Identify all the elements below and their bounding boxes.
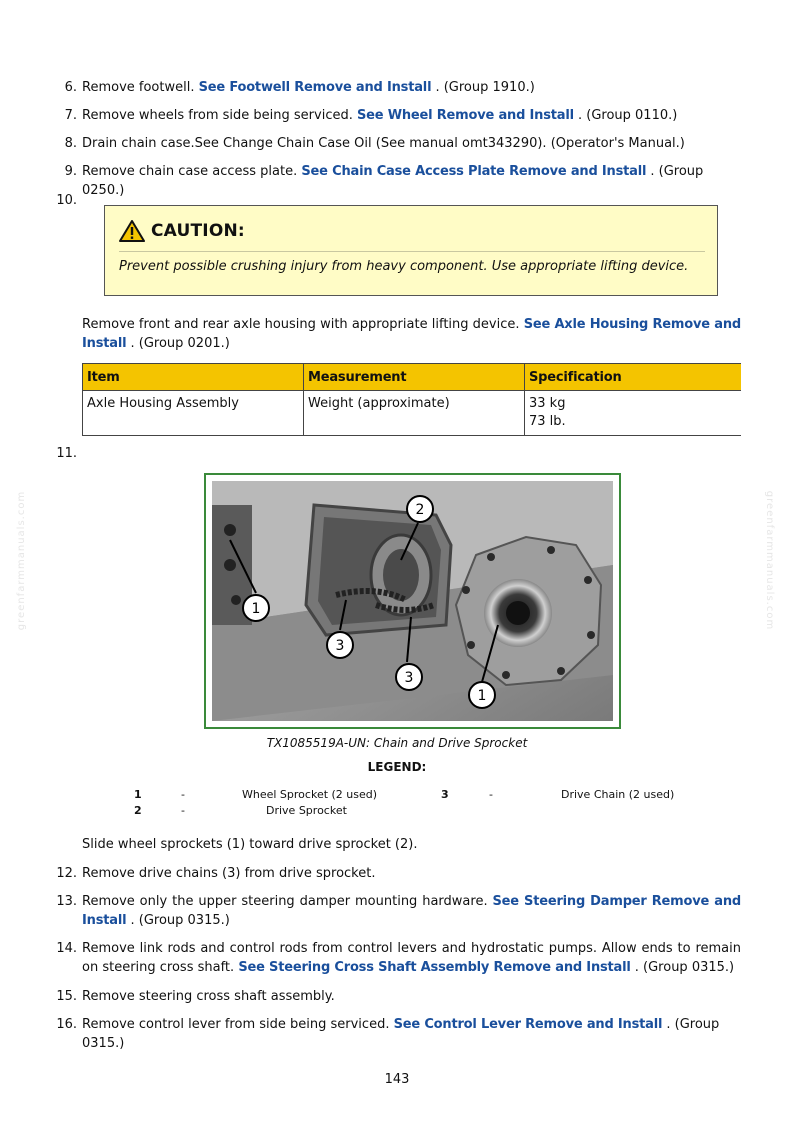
- legend-dash: -: [181, 788, 185, 801]
- step-10-text: [55, 315, 741, 353]
- step-16: [55, 1015, 741, 1053]
- step-13: [55, 892, 741, 930]
- watermark-left: greenfarmmanuals.com: [16, 490, 28, 631]
- figure-caption: TX1085519A-UN: Chain and Drive Sprocket: [266, 736, 528, 750]
- spec-table-header: [83, 364, 742, 391]
- step-14: [55, 939, 741, 977]
- steering-cross-shaft-link[interactable]: See Steering Cross Shaft Assembly Remove and Install: [238, 960, 631, 975]
- callout-1-right: [469, 682, 495, 708]
- callout-3-left: [327, 632, 353, 658]
- col-header-measurement: Measurement: [304, 364, 525, 391]
- control-lever-link[interactable]: See Control Lever Remove and Install: [393, 1017, 663, 1032]
- step-text: Remove steering cross shaft assembly.: [82, 989, 335, 1004]
- callout-1-left: [243, 595, 269, 621]
- step-number: 10.: [56, 193, 77, 208]
- callout-2: [407, 496, 433, 522]
- step-number: 15.: [56, 989, 77, 1004]
- wheel-link[interactable]: See Wheel Remove and Install: [357, 108, 574, 123]
- step-8: [55, 134, 741, 153]
- cell-specification: [525, 391, 742, 436]
- group-ref: . (Group 0315.): [82, 1017, 720, 1051]
- caution-divider: [119, 251, 705, 252]
- page-number: 143: [384, 1072, 410, 1087]
- step-number: 14.: [56, 941, 77, 956]
- svg-text:3: 3: [404, 670, 414, 686]
- legend-number: 3: [441, 788, 449, 801]
- cell-item: Axle Housing Assembly: [83, 391, 304, 436]
- step-number: 13.: [56, 894, 77, 909]
- caution-text: Prevent possible crushing injury from heavy component. Use appropriate lifting device.: [119, 259, 689, 274]
- group-ref: . (Group 1910.): [431, 80, 535, 95]
- cell-measurement: Weight (approximate): [304, 391, 525, 436]
- watermark-right: greenfarmmanuals.com: [764, 490, 776, 631]
- svg-text:1: 1: [477, 688, 487, 704]
- step-number: 16.: [56, 1017, 77, 1032]
- warning-triangle-icon: [119, 219, 145, 243]
- legend-number: 2: [134, 804, 142, 817]
- step-6: [55, 78, 741, 97]
- svg-text:3: 3: [335, 638, 345, 654]
- step-12: [55, 864, 741, 883]
- callout-3-right: [396, 664, 422, 690]
- step-number: 8.: [64, 136, 77, 151]
- step-text: Remove wheels from side being serviced.: [82, 108, 357, 123]
- spec-imperial: 73 lb.: [529, 414, 566, 429]
- col-header-specification: Specification: [525, 364, 742, 391]
- legend-title: LEGEND:: [367, 760, 427, 774]
- group-ref: . (Group 0315.): [126, 913, 230, 928]
- table-row: [83, 391, 742, 436]
- legend-desc: Wheel Sprocket (2 used): [242, 788, 378, 801]
- spec-metric: 33 kg: [529, 396, 566, 411]
- legend-desc: Drive Chain (2 used): [561, 788, 675, 801]
- step-9: [55, 162, 741, 200]
- step-text: Drain chain case.See Change Chain Case Oil (See manual omt343290). (Operator's Manual.): [82, 136, 685, 151]
- step-number: 6.: [64, 80, 77, 95]
- svg-text:1: 1: [251, 601, 261, 617]
- step-number: 11.: [56, 446, 77, 461]
- step-7: [55, 106, 741, 125]
- group-ref: . (Group 0315.): [630, 960, 735, 975]
- chain-sprocket-figure: [204, 473, 621, 729]
- step-text: Slide wheel sprockets (1) toward drive sprocket (2).: [82, 837, 418, 852]
- step-text: Remove drive chains (3) from drive sprocket.: [82, 866, 376, 881]
- group-ref: . (Group 0201.): [126, 336, 230, 351]
- step-number: 9.: [64, 164, 77, 179]
- step-15: [55, 987, 741, 1006]
- group-ref: . (Group 0110.): [573, 108, 678, 123]
- svg-text:2: 2: [415, 502, 425, 518]
- legend-desc: Drive Sprocket: [266, 804, 347, 817]
- step-text: Remove only the upper steering damper mounting hardware.: [82, 894, 493, 909]
- steering-damper-link[interactable]: See Steering Damper Remove and Install: [82, 894, 741, 928]
- step-text: Remove control lever from side being serviced.: [82, 1017, 394, 1032]
- axle-housing-link[interactable]: See Axle Housing Remove and Install: [82, 317, 741, 351]
- col-header-item: Item: [83, 364, 304, 391]
- step-number: 7.: [64, 108, 77, 123]
- group-ref: . (Group 0250.): [82, 164, 704, 198]
- step-number: 12.: [56, 866, 77, 881]
- step-text: Remove chain case access plate.: [82, 164, 302, 179]
- caution-title: CAUTION:: [151, 221, 245, 241]
- step-11-text: [55, 835, 741, 854]
- legend-dash: -: [489, 788, 493, 801]
- legend-dash: -: [181, 804, 185, 817]
- step-text: Remove front and rear axle housing with appropriate lifting device.: [82, 317, 524, 332]
- chain-sprocket-photo: [206, 475, 619, 727]
- chain-case-plate-link[interactable]: See Chain Case Access Plate Remove and Install: [301, 164, 647, 179]
- spec-table: [82, 363, 741, 436]
- step-text: Remove footwell.: [82, 80, 199, 95]
- step-text: Remove link rods and control rods from control levers and hydrostatic pumps. Allow ends to remain on steering cross shaft.: [82, 941, 741, 975]
- footwell-link[interactable]: See Footwell Remove and Install: [198, 80, 432, 95]
- legend-number: 1: [134, 788, 142, 801]
- caution-box: [104, 205, 718, 296]
